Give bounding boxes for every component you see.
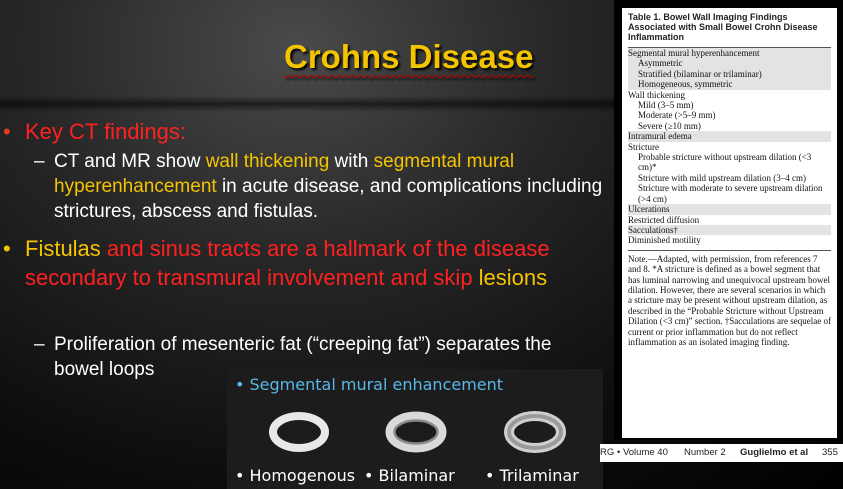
ring-bilaminar-icon	[384, 411, 448, 453]
citation-footer	[600, 444, 843, 462]
dash-marker: –	[34, 151, 45, 172]
highlight-mural-hyperenhancement: segmental mural hyperenhancement	[54, 151, 515, 197]
text-run: CT and MR show	[54, 151, 206, 172]
table-row: Mild (3–5 mm)	[638, 100, 694, 111]
table-row: Asymmetric	[628, 58, 831, 68]
bullet-marker: •	[3, 236, 11, 261]
ring-trilaminar-icon	[503, 411, 567, 453]
text-run: and sinus tracts are a hallmark of the disease secondary to transmural involvement and skip	[25, 236, 550, 290]
footer-page: 355	[822, 447, 838, 458]
table-note: Note.—Adapted, with permission, from references 7 and 8. *A stricture is defined as a bowel segment that has luminal narrowing and unequivocal upstream bowel dilation. However, there are several scenarios in which a stricture may be present without upstream dilation, as described in the “Probable Stricture without Upstream Dilation (<3 cm)” section. †Sacculations are sequelae of current or prior inflammation but do not reflect inflammation as an isolated imaging finding.	[628, 250, 831, 348]
dash-marker: –	[34, 334, 45, 355]
highlight-wall-thickening: wall thickening	[205, 151, 330, 172]
table-image-frame	[614, 0, 843, 440]
enhancement-heading: • Segmental mural enhancement	[235, 375, 504, 394]
label-bilaminar: • Bilaminar	[364, 466, 455, 485]
text-run: in acute disease, and complications including strictures, abscess and fistulas.	[54, 176, 603, 222]
subbullet-text: Proliferation of mesenteric fat (“creeping fat”) separates the bowel loops	[54, 334, 552, 380]
title-divider-band	[0, 96, 615, 112]
table-row: Segmental mural hyperenhancement	[628, 47, 831, 58]
footer-authors: Guglielmo et al	[740, 447, 809, 458]
table-caption: Table 1. Bowel Wall Imaging Findings Associated with Small Bowel Crohn Disease Inflammation	[628, 12, 818, 42]
table-row: Stricture with moderate to severe upstream dilation (>4 cm)	[638, 183, 823, 204]
ring-homogenous-icon	[267, 411, 331, 453]
label-trilaminar: • Trilaminar	[485, 466, 579, 485]
table-row: Homogeneous, symmetric	[628, 79, 831, 89]
highlight-lesions: lesions	[478, 265, 548, 290]
table-row: Ulcerations	[628, 204, 831, 214]
footer-volume: • Volume 40	[617, 447, 668, 458]
table-row: Wall thickening	[628, 89, 686, 100]
table-rows	[628, 47, 831, 246]
table-row: Stricture	[628, 141, 659, 152]
table-row: Restricted diffusion	[628, 214, 700, 225]
bullet-text	[25, 234, 605, 292]
table-row: Stratified (bilaminar or trilaminar)	[628, 69, 831, 79]
text-run: with	[329, 151, 374, 172]
table-row: Sacculations†	[628, 225, 831, 235]
table-row: Stricture with mild upstream dilation (3–4 cm)	[638, 172, 806, 183]
footer-journal: RG	[600, 447, 615, 458]
table-row: Probable stricture without upstream dilation (<3 cm)*	[638, 152, 812, 173]
subbullet-text	[54, 149, 604, 224]
table-row: Moderate (>5–9 mm)	[638, 110, 716, 121]
label-homogenous: • Homogenous	[235, 466, 356, 485]
highlight-fistulas: Fistulas	[25, 236, 101, 261]
table-row: Diminished motility	[628, 235, 701, 246]
bullet-marker: •	[3, 119, 11, 144]
footer-number: Number 2	[684, 447, 726, 458]
slide-title: Crohns Disease	[284, 38, 534, 75]
enhancement-patterns-panel	[227, 369, 603, 489]
table-row: Severe (≥10 mm)	[638, 120, 701, 131]
table-row: Intramural edema	[628, 131, 831, 141]
findings-table	[622, 8, 837, 438]
bullet-text: Key CT findings:	[25, 119, 187, 144]
findings-table-body	[628, 12, 831, 347]
